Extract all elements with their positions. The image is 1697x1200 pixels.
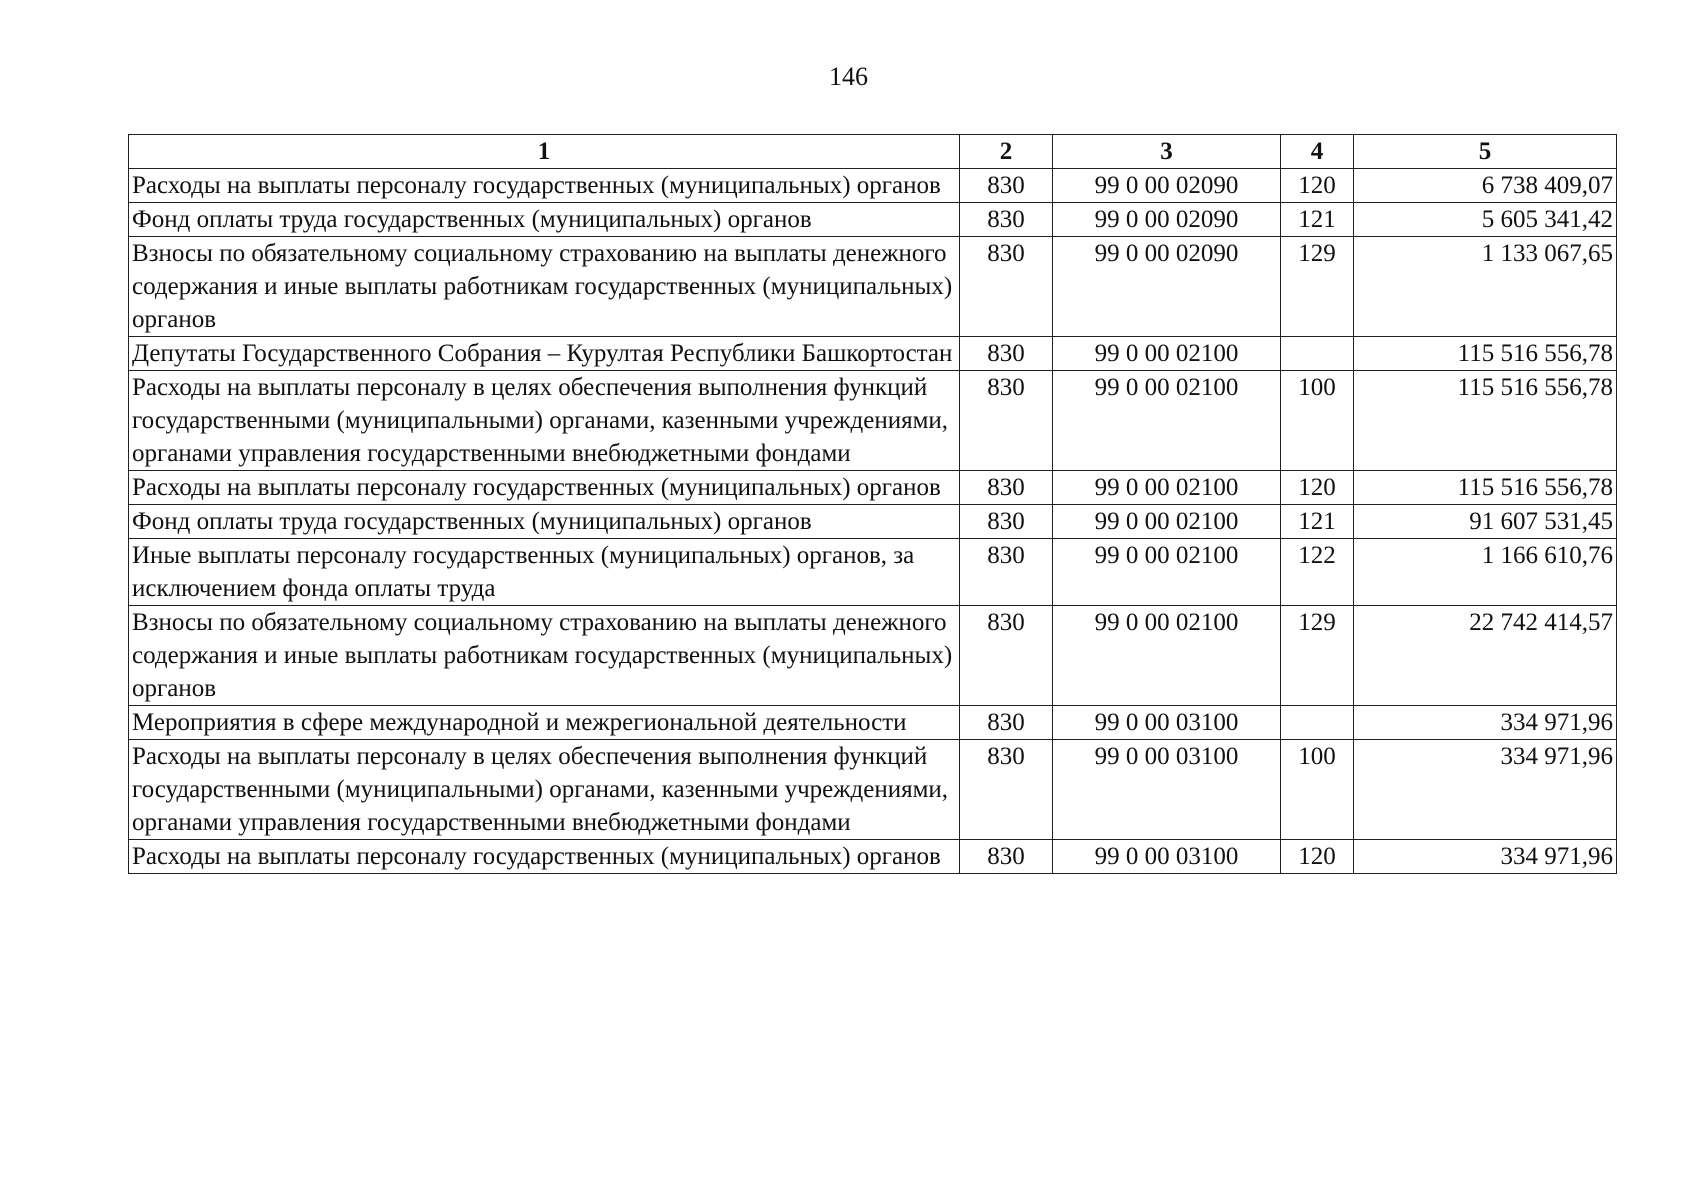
- row-expense-type: 121: [1281, 203, 1354, 237]
- row-org-code: 830: [960, 606, 1053, 706]
- row-amount: 1 166 610,76: [1354, 539, 1617, 606]
- row-org-code: 830: [960, 337, 1053, 371]
- row-program-code: 99 0 00 02090: [1053, 203, 1281, 237]
- budget-table: [128, 134, 1617, 874]
- row-program-code: 99 0 00 03100: [1053, 840, 1281, 874]
- row-amount: 115 516 556,78: [1354, 337, 1617, 371]
- row-amount: 22 742 414,57: [1354, 606, 1617, 706]
- row-amount: 334 971,96: [1354, 706, 1617, 740]
- row-expense-type: 120: [1281, 471, 1354, 505]
- row-org-code: 830: [960, 237, 1053, 337]
- row-expense-type: 121: [1281, 505, 1354, 539]
- row-amount: 334 971,96: [1354, 840, 1617, 874]
- row-program-code: 99 0 00 02100: [1053, 371, 1281, 471]
- table-header-row: [129, 135, 1617, 169]
- row-name: Расходы на выплаты персоналу в целях обеспечения выполнения функций государственными (муниципальными) органами, казенными учреждениями, органами управления государственными внебюджетными фондами: [129, 371, 960, 471]
- row-org-code: 830: [960, 539, 1053, 606]
- row-amount: 5 605 341,42: [1354, 203, 1617, 237]
- row-org-code: 830: [960, 706, 1053, 740]
- row-program-code: 99 0 00 02090: [1053, 169, 1281, 203]
- row-program-code: 99 0 00 02090: [1053, 237, 1281, 337]
- table-row: [129, 706, 1617, 740]
- row-org-code: 830: [960, 169, 1053, 203]
- row-expense-type: 129: [1281, 606, 1354, 706]
- table-row: [129, 740, 1617, 840]
- row-org-code: 830: [960, 203, 1053, 237]
- row-org-code: 830: [960, 840, 1053, 874]
- table-row: [129, 169, 1617, 203]
- row-expense-type: 120: [1281, 840, 1354, 874]
- row-program-code: 99 0 00 03100: [1053, 706, 1281, 740]
- row-program-code: 99 0 00 02100: [1053, 505, 1281, 539]
- table-row: [129, 471, 1617, 505]
- table-row: [129, 840, 1617, 874]
- row-program-code: 99 0 00 02100: [1053, 471, 1281, 505]
- row-expense-type: [1281, 706, 1354, 740]
- row-name: Расходы на выплаты персоналу государственных (муниципальных) органов: [129, 169, 960, 203]
- row-program-code: 99 0 00 02100: [1053, 606, 1281, 706]
- row-name: Иные выплаты персоналу государственных (муниципальных) органов, за исключением фонда оплаты труда: [129, 539, 960, 606]
- table-row: [129, 371, 1617, 471]
- table-row: [129, 203, 1617, 237]
- row-expense-type: [1281, 337, 1354, 371]
- row-name: Фонд оплаты труда государственных (муниципальных) органов: [129, 505, 960, 539]
- row-amount: 91 607 531,45: [1354, 505, 1617, 539]
- row-org-code: 830: [960, 505, 1053, 539]
- row-name: Мероприятия в сфере международной и межрегиональной деятельности: [129, 706, 960, 740]
- row-expense-type: 122: [1281, 539, 1354, 606]
- row-program-code: 99 0 00 02100: [1053, 337, 1281, 371]
- row-amount: 6 738 409,07: [1354, 169, 1617, 203]
- row-expense-type: 100: [1281, 371, 1354, 471]
- table-row: [129, 337, 1617, 371]
- row-amount: 1 133 067,65: [1354, 237, 1617, 337]
- table-row: [129, 539, 1617, 606]
- row-expense-type: 129: [1281, 237, 1354, 337]
- row-name: Депутаты Государственного Собрания – Курултая Республики Башкортостан: [129, 337, 960, 371]
- row-org-code: 830: [960, 471, 1053, 505]
- header-col-1: 1: [129, 135, 960, 169]
- table-row: [129, 606, 1617, 706]
- row-amount: 334 971,96: [1354, 740, 1617, 840]
- row-org-code: 830: [960, 740, 1053, 840]
- header-col-4: 4: [1281, 135, 1354, 169]
- row-amount: 115 516 556,78: [1354, 371, 1617, 471]
- table-row: [129, 505, 1617, 539]
- header-col-3: 3: [1053, 135, 1281, 169]
- row-program-code: 99 0 00 02100: [1053, 539, 1281, 606]
- row-program-code: 99 0 00 03100: [1053, 740, 1281, 840]
- row-org-code: 830: [960, 371, 1053, 471]
- row-name: Фонд оплаты труда государственных (муниципальных) органов: [129, 203, 960, 237]
- row-name: Расходы на выплаты персоналу в целях обеспечения выполнения функций государственными (муниципальными) органами, казенными учреждениями, органами управления государственными внебюджетными фондами: [129, 740, 960, 840]
- header-col-2: 2: [960, 135, 1053, 169]
- header-col-5: 5: [1354, 135, 1617, 169]
- row-name: Расходы на выплаты персоналу государственных (муниципальных) органов: [129, 840, 960, 874]
- row-expense-type: 120: [1281, 169, 1354, 203]
- row-name: Взносы по обязательному социальному страхованию на выплаты денежного содержания и иные выплаты работникам государственных (муниципальных) органов: [129, 606, 960, 706]
- row-expense-type: 100: [1281, 740, 1354, 840]
- page-number: 146: [829, 62, 868, 91]
- table-row: [129, 237, 1617, 337]
- row-amount: 115 516 556,78: [1354, 471, 1617, 505]
- row-name: Расходы на выплаты персоналу государственных (муниципальных) органов: [129, 471, 960, 505]
- row-name: Взносы по обязательному социальному страхованию на выплаты денежного содержания и иные выплаты работникам государственных (муниципальных) органов: [129, 237, 960, 337]
